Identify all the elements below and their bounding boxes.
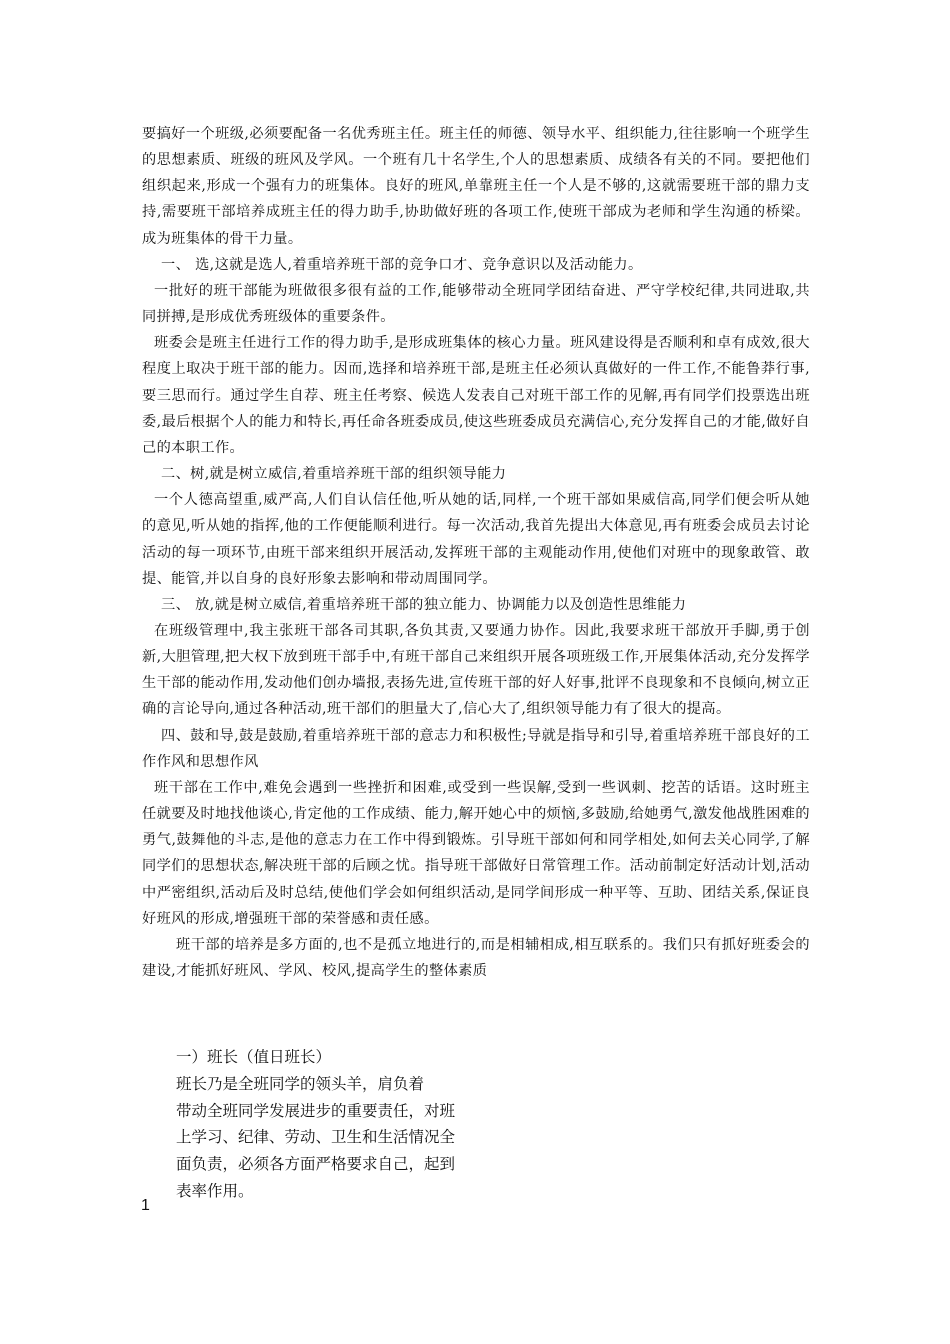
section-heading-2: 二、树,就是树立威信,着重培养班干部的组织领导能力: [161, 466, 507, 483]
paragraph-delegate: 在班级管理中,我主张班干部各司其职,各负其责,又要通力协作。因此,我要求班干部放开手脚,勇于创新,大胆管理,把大权下放到班干部手中,有班干部自己来组织开展各项班级工作,开展集体活动,充分发挥学生干部的能动作用,发动他们创办墙报,表扬先进,宣传班干部的好人好事,批评不良现象和不良倾向,树立正确的言论导向,通过各种活动,班干部们的胆量大了,信心大了,组织领导能力有了很大的提高。: [142, 622, 810, 718]
intro-paragraph: 要搞好一个班级,必须要配备一名优秀班主任。班主任的师德、领导水平、组织能力,往往影响一个班学生的思想素质、班级的班风及学风。一个班有几十名学生,个人的思想素质、成绩各有关的不同。要把他们组织起来,形成一个强有力的班集体。良好的班风,单靠班主任一个人是不够的,这就需要班干部的鼎力支持,需要班干部培养成班主任的得力助手,协助做好班的各项工作,使班干部成为老师和学生沟通的桥梁。成为班集体的骨干力量。: [142, 126, 810, 247]
monitor-line: 面负责，必须各方面严格要求自己，起到: [176, 1155, 456, 1174]
monitor-line: 班长乃是全班同学的领头羊，肩负着: [176, 1074, 425, 1093]
paragraph-encourage: 班干部在工作中,难免会遇到一些挫折和困难,或受到一些误解,受到一些讽刺、挖苦的话语。这时班主任就要及时地找他谈心,肯定他的工作成绩、能力,解开她心中的烦恼,多鼓励,给她勇气,激发他战胜困难的勇气,鼓舞他的斗志,是他的意志力在工作中得到锻炼。引导班干部如何和同学相处,如何去关心同学,了解同学们的思想状态,解决班干部的后顾之忧。指导班干部做好日常管理工作。活动前制定好活动计划,活动中严密组织,活动后及时总结,使他们学会如何组织活动,是同学间形成一种平等、互助、团结关系,保证良好班风的形成,增强班干部的荣誉感和责任感。: [142, 779, 810, 927]
monitor-line: 带动全班同学发展进步的重要责任，对班: [176, 1101, 456, 1120]
monitor-heading: 一）班长（值日班长）: [176, 1048, 332, 1066]
section-heading-3: 三、 放,就是树立威信,着重培养班干部的独立能力、协调能力以及创造性思维能力: [161, 596, 687, 613]
body-text: [142, 121, 810, 984]
monitor-line: 上学习、纪律、劳动、卫生和生活情况全: [176, 1128, 456, 1147]
paragraph-select-2: 班委会是班主任进行工作的得力助手,是形成班集体的核心力量。班风建设得是否顺利和卓有成效,很大程度上取决于班干部的能力。因而,选择和培养班干部,是班主任必须认真做好的一件工作,不能鲁莽行事,要三思而行。通过学生自荐、班主任考察、候选人发表自己对班干部工作的见解,再有同学们投票选出班委,最后根据个人的能力和特长,再任命各班委成员,使这些班委成员充满信心,充分发挥自己的才能,做好自己的本职工作。: [142, 335, 810, 456]
section-heading-4: 四、鼓和导,鼓是鼓励,着重培养班干部的意志力和积极性;导就是指导和引导,着重培养班干部良好的工作作风和思想作风: [142, 727, 810, 770]
paragraph-establish: 一个人德高望重,威严高,人们自认信任他,听从她的话,同样,一个班干部如果威信高,同学们便会听从她的意见,听从她的指挥,他的工作便能顺利进行。每一次活动,我首先提出大体意见,再有班委会成员去讨论活动的每一项环节,由班干部来组织开展活动,发挥班干部的主观能动作用,使他们对班中的现象敢管、敢提、能管,并以自身的良好形象去影响和带动周围同学。: [142, 492, 810, 587]
monitor-section: [176, 1044, 496, 1205]
conclusion-paragraph: 班干部的培养是多方面的,也不是孤立地进行的,而是相辅相成,相互联系的。我们只有抓好班委会的建设,才能抓好班风、学风、校风,提高学生的整体素质: [142, 936, 810, 979]
section-heading-1: 一、 选,这就是选人,着重培养班干部的竞争口才、竞争意识以及活动能力。: [161, 256, 643, 273]
page-number: 1: [141, 1197, 150, 1214]
paragraph-select-1: 一批好的班干部能为班做很多很有益的工作,能够带动全班同学团结奋进、严守学校纪律,共同进取,共同拼搏,是形成优秀班级体的重要条件。: [142, 282, 810, 326]
monitor-line: 表率作用。: [176, 1181, 254, 1200]
